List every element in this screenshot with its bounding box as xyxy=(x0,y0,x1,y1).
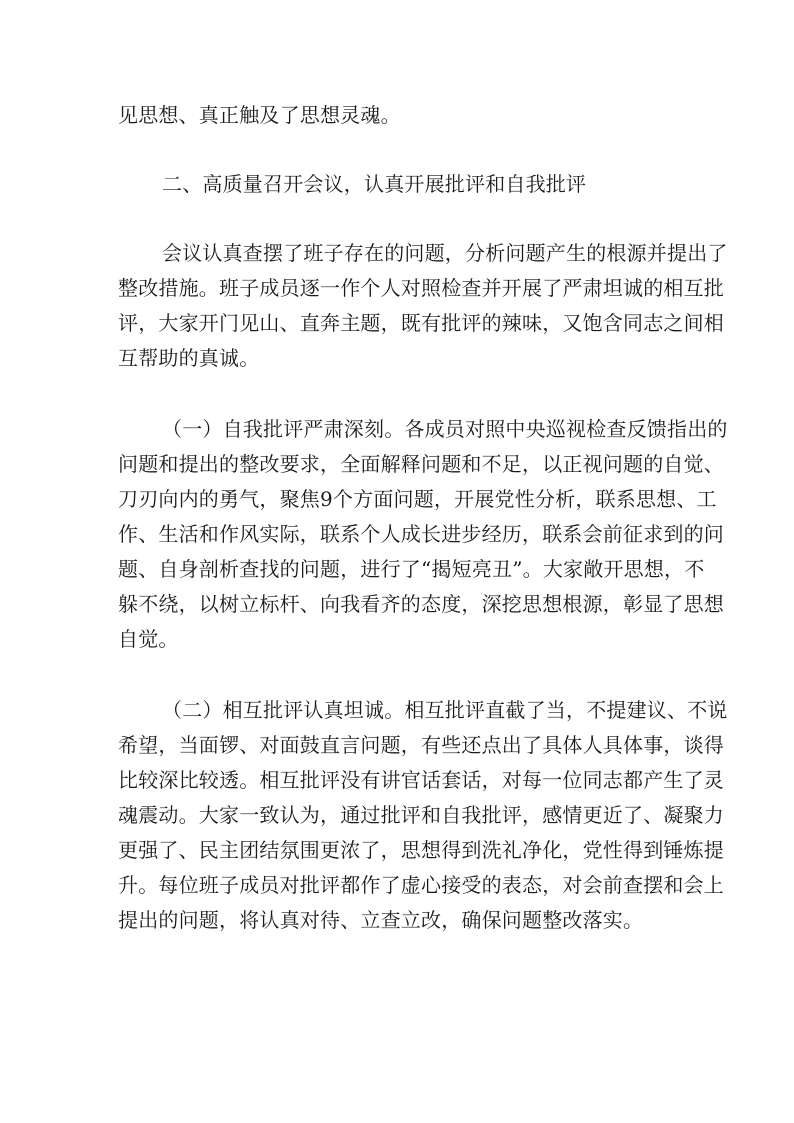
text-line: 自觉。 xyxy=(118,627,179,651)
paragraph-self-criticism xyxy=(118,412,728,657)
text-line: 问题和提出的整改要求，全面解释问题和不足，以正视问题的自觉、 xyxy=(118,452,724,476)
text-line: 评，大家开门见山、直奔主题，既有批评的辣味，又饱含同志之间相 xyxy=(118,311,724,335)
text-line: 躲不绕，以树立标杆、向我看齐的态度，深挖思想根源，彰显了思想 xyxy=(118,592,724,616)
text-line: 希望，当面锣、对面鼓直言问题，有些还点出了具体人具体事，谈得 xyxy=(118,733,724,757)
text-line: （一）自我批评严肃深刻。各成员对照中央巡视检查反馈指出的 xyxy=(162,417,728,441)
text-line: 更强了、民主团结氛围更浓了，思想得到洗礼净化，党性得到锤炼提 xyxy=(118,838,724,862)
text-line: 整改措施。班子成员逐一作个人对照检查并开展了严肃坦诚的相互批 xyxy=(118,276,724,300)
section-heading xyxy=(118,167,684,202)
text-line: 互帮助的真诚。 xyxy=(118,346,260,370)
text-line: 题、自身剖析查找的问题，进行了“揭短亮丑”。大家敞开思想，不 xyxy=(118,557,705,581)
text-line: 比较深比较透。相互批评没有讲官话套话，对每一位同志都产生了灵 xyxy=(118,768,724,792)
text-line: 会议认真查摆了班子存在的问题，分析问题产生的根源并提出了 xyxy=(162,241,728,265)
heading-text: 二、高质量召开会议，认真开展批评和自我批评 xyxy=(162,172,587,196)
text-line: 提出的问题，将认真对待、立查立改，确保问题整改落实。 xyxy=(118,908,644,932)
text-line: 升。每位班子成员对批评都作了虚心接受的表态，对会前查摆和会上 xyxy=(118,873,724,897)
document-page xyxy=(118,98,728,938)
paragraph-continuation xyxy=(118,98,684,133)
text-line: 魂震动。大家一致认为，通过批评和自我批评，感情更近了、凝聚力 xyxy=(118,803,724,827)
paragraph-meeting-summary xyxy=(118,236,728,376)
text-line: 作、生活和作风实际，联系个人成长进步经历，联系会前征求到的问 xyxy=(118,522,724,546)
text-line: （二）相互批评认真坦诚。相互批评直截了当，不提建议、不说 xyxy=(162,698,728,722)
text-line: 刀刃向内的勇气，聚焦9个方面问题，开展党性分析，联系思想、工 xyxy=(118,487,717,511)
text-line: 见思想、真正触及了思想灵魂。 xyxy=(118,103,401,127)
paragraph-mutual-criticism xyxy=(118,693,728,938)
